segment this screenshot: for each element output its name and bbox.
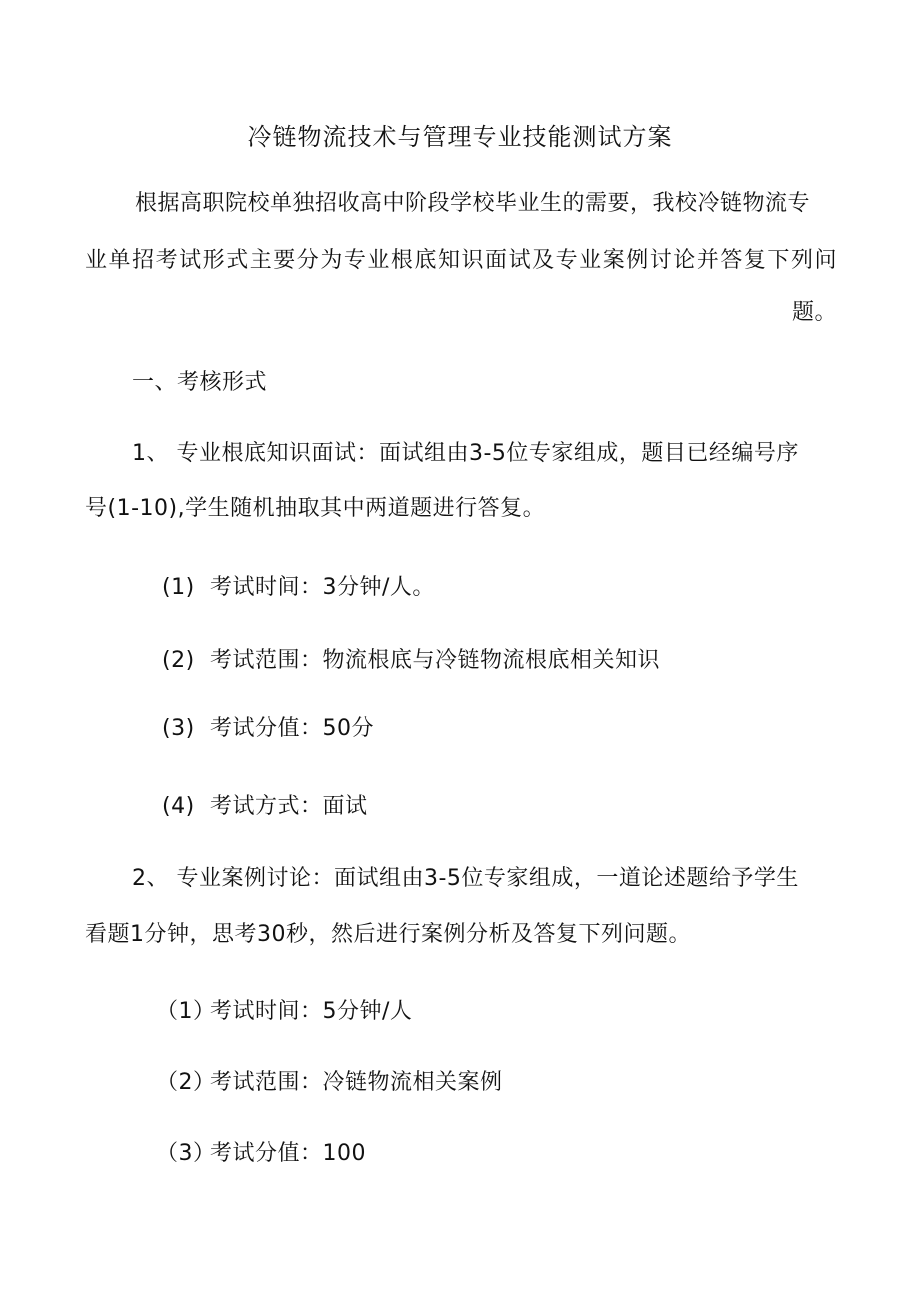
item1-line-1: 1、 专业根底知识面试：面试组由3-5位专家组成，题目已经编号序 (132, 441, 799, 466)
item2-subitem-1 (156, 997, 412, 1027)
subitem-number: （1） (156, 999, 216, 1024)
subitem-text: 考试方式：面试 (210, 794, 368, 819)
subitem-text: 考试分值：50分 (210, 716, 374, 741)
subitem-number: (3) (162, 716, 195, 741)
intro-line-1: 根据高职院校单独招收高中阶段学校毕业生的需要，我校冷链物流专 (135, 191, 811, 216)
subitem-text: 考试范围：物流根底与冷链物流根底相关知识 (210, 648, 661, 673)
item2-subitem-2 (156, 1068, 503, 1098)
item1-subitem-4 (162, 792, 368, 822)
item1-subitem-1 (162, 573, 435, 603)
item1-line-2: 号(1-10),学生随机抽取其中两道题进行答复。 (85, 496, 546, 521)
intro-line-3: 题。 (791, 300, 837, 325)
item1-subitem-3 (162, 714, 374, 744)
item1-subitem-2 (162, 646, 660, 676)
item2-line-2: 看题1分钟，思考30秒，然后进行案例分析及答复下列问题。 (85, 922, 691, 947)
subitem-text: 考试时间：5分钟/人 (210, 999, 413, 1024)
subitem-number: (4) (162, 794, 195, 819)
subitem-number: (1) (162, 575, 195, 600)
subitem-number: （2） (156, 1070, 216, 1095)
item2-subitem-3 (156, 1139, 366, 1169)
subitem-text: 考试范围：冷链物流相关案例 (210, 1070, 503, 1095)
subitem-text: 考试时间：3分钟/人。 (210, 575, 435, 600)
intro-line-2: 业单招考试形式主要分为专业根底知识面试及专业案例讨论并答复下列问 (85, 248, 837, 273)
section-heading: 一、考核形式 (132, 370, 268, 395)
item2-line-1: 2、 专业案例讨论：面试组由3-5位专家组成，一道论述题给予学生 (132, 866, 799, 891)
subitem-number: (2) (162, 648, 195, 673)
document-title: 冷链物流技术与管理专业技能测试方案 (247, 123, 673, 151)
subitem-text: 考试分值：100 (210, 1141, 366, 1166)
subitem-number: （3） (156, 1141, 216, 1166)
